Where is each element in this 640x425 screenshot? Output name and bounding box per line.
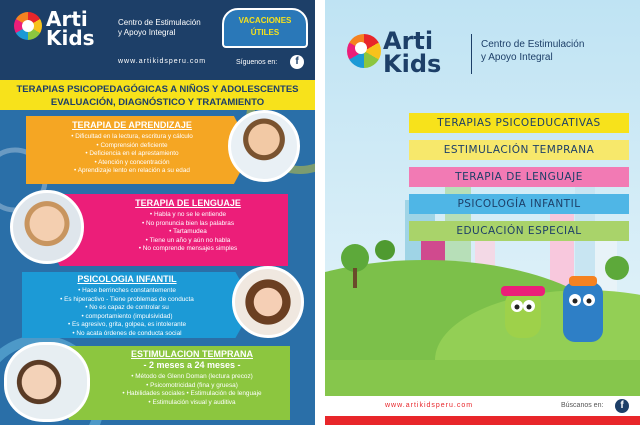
logo-sun-icon <box>14 12 42 40</box>
angry-girl-photo <box>232 266 304 338</box>
left-flyer <box>0 0 315 425</box>
facebook-icon[interactable]: f <box>290 55 304 69</box>
list-item: • Dificultad en la lectura, escritura y cálculo <box>22 133 242 142</box>
banner-line1: TERAPIAS PSICOPEDAGÓGICAS A NIÑOS Y ADOLESCENTES <box>16 84 299 95</box>
logo-sun-icon <box>347 34 381 68</box>
list-item: • Atención y concentración <box>22 159 242 168</box>
section-title: ESTIMULACION TEMPRANA <box>131 349 253 359</box>
boy-reading-photo <box>228 110 300 182</box>
list-item: • Es hiperactivo - Tiene problemas de conducta <box>18 296 236 305</box>
list-item: • Habilidades sociales • Estimulación de lenguaje <box>94 390 290 399</box>
subtitle <box>481 38 584 64</box>
badge-line2: ÚTILES <box>250 28 280 37</box>
logo-divider <box>471 34 472 74</box>
section-subtitle: - 2 meses a 24 meses - <box>143 360 241 370</box>
menu-terapia-lenguaje[interactable]: TERAPIA DE LENGUAJE <box>409 167 629 187</box>
list-item: • Tartamudea <box>88 228 288 237</box>
subtitle <box>118 18 201 38</box>
subtitle-line2: y Apoyo Integral <box>118 28 176 37</box>
badge-line1: VACACIONES <box>238 16 292 25</box>
footer <box>325 396 640 416</box>
logo <box>383 27 442 78</box>
website-url[interactable]: www.artikidsperu.com <box>385 402 474 409</box>
subtitle-line1: Centro de Estimulación <box>481 39 585 50</box>
section-title: PSICOLOGIA INFANTIL <box>77 274 177 284</box>
logo-line1: Arti <box>46 7 88 31</box>
list-item-b: Habilidades sociales <box>126 390 185 398</box>
list-item <box>94 382 290 391</box>
list-item: • Deficiencia en el aprestamiento <box>22 150 242 159</box>
list-item: • Habla y no se le entiende <box>88 211 288 220</box>
list-item: • No es capaz de controlar su <box>18 304 236 313</box>
section-title: TERAPIA DE LENGUAJE <box>135 198 241 208</box>
section-estimulacion <box>94 344 290 407</box>
list-item-c: Estimulación de lenguaje <box>190 390 262 398</box>
header <box>0 0 315 80</box>
menu-psicologia-infantil[interactable]: PSICOLOGÍA INFANTIL <box>409 194 629 214</box>
headline-banner <box>0 80 315 110</box>
banner-line2: EVALUACIÓN, DIAGNÓSTICO Y TRATAMIENTO <box>50 97 265 108</box>
list-item: • Estimulación visual y auditiva <box>94 399 290 408</box>
subtitle-line1: Centro de Estimulación <box>118 18 201 27</box>
list-item: • Hace berrinches constantemente <box>18 287 236 296</box>
list-item: • Método de Glenn Doman (lectura precoz) <box>94 373 290 382</box>
list-item: • No pronuncia bien las palabras <box>88 220 288 229</box>
list-item-a: Psicomotricidad (fina y gruesa) <box>150 381 238 389</box>
menu-educacion-especial[interactable]: EDUCACIÓN ESPECIAL <box>409 221 629 241</box>
section-lenguaje <box>88 192 288 254</box>
list-item: • comportamiento (impulsividad) <box>18 313 236 322</box>
logo-line2: Kids <box>383 49 442 78</box>
website-url[interactable]: www.artikidsperu.com <box>118 58 207 65</box>
list-item: • No acata órdenes de conducta social <box>18 330 236 339</box>
list-item: • Comprensión deficiente <box>22 142 242 151</box>
subtitle-line2: y Apoyo Integral <box>481 52 553 63</box>
mother-baby-photo <box>4 342 90 422</box>
menu-estimulacion-temprana[interactable]: ESTIMULACIÓN TEMPRANA <box>409 140 629 160</box>
section-psicologia <box>18 268 236 339</box>
list-item: • Aprendizaje lento en relación a su edad <box>22 167 242 176</box>
social-label: Síguenos en: <box>236 59 278 66</box>
list-item: • No comprende mensajes simples <box>88 245 288 254</box>
right-flyer <box>325 0 640 425</box>
section-aprendizaje <box>22 114 242 176</box>
vacaciones-badge <box>222 8 308 48</box>
social-label: Búscanos en: <box>561 402 604 409</box>
list-item: • Es agresivo, grita, golpea, es intolerante <box>18 321 236 330</box>
logo-line1: Arti <box>383 27 434 55</box>
section-title: TERAPIA DE APRENDIZAJE <box>72 120 192 130</box>
child-covering-mouth-photo <box>10 190 84 264</box>
menu-terapias-psicoeducativas[interactable]: TERAPIAS PSICOEDUCATIVAS <box>409 113 629 133</box>
facebook-icon[interactable]: f <box>615 399 629 413</box>
footer-stripe <box>325 416 640 425</box>
list-item: • Tiene un año y aún no habla <box>88 237 288 246</box>
logo-line2: Kids <box>46 26 95 50</box>
logo <box>46 7 95 50</box>
